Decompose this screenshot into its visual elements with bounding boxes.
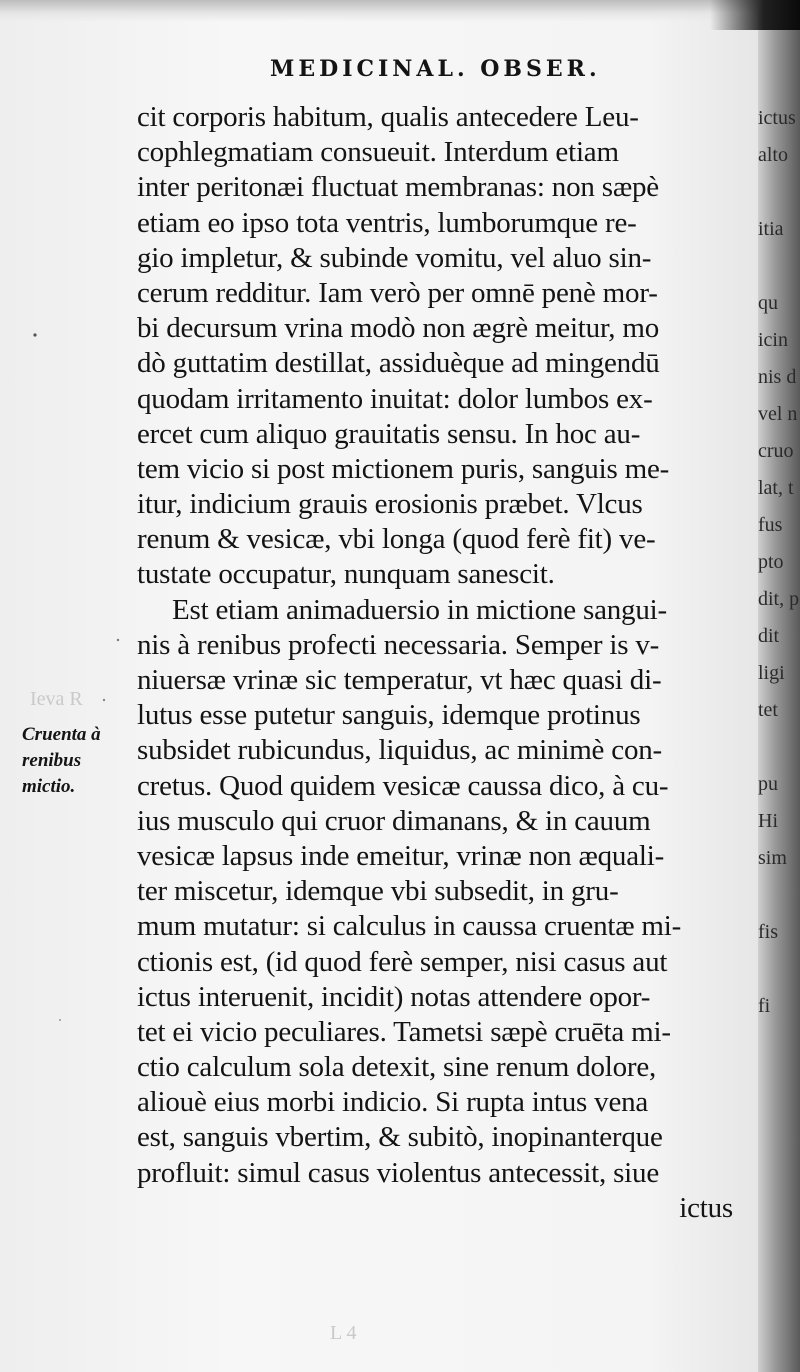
text-line: ter miscetur, idemque vbi subsedit, in gru- bbox=[137, 875, 619, 908]
bleed-through-left: Ieva R bbox=[30, 688, 83, 710]
adjacent-page-fragment: sim bbox=[758, 847, 787, 869]
text-line: inter peritonæi fluctuat membranas: non sæpè bbox=[137, 171, 659, 204]
text-line: ius musculo qui cruor dimanans, & in cauum bbox=[137, 804, 651, 837]
text-line: dò guttatim destillat, assiduèque ad mingendū bbox=[137, 347, 660, 380]
text-line: quodam irritamento inuitat: dolor lumbos ex- bbox=[137, 382, 653, 415]
adjacent-page-fragment: ligi bbox=[758, 662, 785, 684]
text-line: tem vicio si post mictionem puris, sanguis me- bbox=[137, 452, 670, 485]
speck bbox=[33, 333, 36, 336]
text-line: subsidet rubicundus, liquidus, ac minimè con- bbox=[137, 734, 663, 767]
adjacent-page-fragment: fis bbox=[758, 921, 778, 943]
text-line: renum & vesicæ, vbi longa (quod ferè fit) ve- bbox=[137, 523, 656, 556]
text-line: cerum redditur. Iam verò per omnē penè mor- bbox=[137, 276, 658, 309]
adjacent-page-fragment: lat, t bbox=[758, 477, 794, 499]
adjacent-page-fragment: vel n bbox=[758, 403, 798, 425]
running-head: MEDICINAL. OBSER. bbox=[270, 56, 601, 82]
text-line: mum mutatur: si calculus in caussa cruentæ mi- bbox=[137, 910, 682, 943]
adjacent-page-fragment: alto bbox=[758, 144, 788, 166]
text-line: bi decursum vrina modò non ægrè meitur, mo bbox=[137, 312, 660, 345]
bleed-through-bottom: L 4 bbox=[330, 1322, 357, 1344]
adjacent-page-fragment: fus bbox=[758, 514, 783, 536]
text-line: itur, indicium grauis erosionis præbet. Vlcus bbox=[137, 488, 643, 521]
text-line: lutus esse putetur sanguis, idemque protinus bbox=[137, 699, 641, 732]
text-line: ictus interuenit, incidit) notas attendere opor- bbox=[137, 980, 651, 1013]
margin-note-line: renibus bbox=[22, 750, 82, 771]
text-line: etiam eo ipso tota ventris, lumborumque re- bbox=[137, 206, 637, 239]
text-line: ctionis est, (id quod ferè semper, nisi casus aut bbox=[137, 945, 668, 978]
adjacent-page-fragment: ictus bbox=[758, 107, 796, 129]
adjacent-page-fragment: dit, p bbox=[758, 588, 800, 610]
adjacent-page-fragment: icin bbox=[758, 329, 788, 351]
text-line: vesicæ lapsus inde emeitur, vrinæ non æquali- bbox=[137, 839, 665, 872]
adjacent-page-fragment: cruo bbox=[758, 440, 794, 462]
adjacent-page-fragment: tet bbox=[758, 699, 778, 721]
adjacent-page-fragment: Hi bbox=[758, 810, 778, 832]
adjacent-page-fragment: fi bbox=[758, 995, 771, 1017]
text-line: tet ei vicio peculiares. Tametsi sæpè cruēta mi- bbox=[137, 1015, 671, 1048]
text-line: ictus bbox=[679, 1191, 733, 1224]
text-line: cit corporis habitum, qualis antecedere Leu- bbox=[137, 101, 639, 133]
text-line: niuersæ vrinæ sic temperatur, vt hæc quasi di- bbox=[137, 664, 662, 696]
speck bbox=[103, 699, 105, 701]
adjacent-page-fragment: pu bbox=[758, 773, 778, 795]
text-line: cretus. Quod quidem vesicæ caussa dico, à cu- bbox=[137, 769, 669, 802]
adjacent-page-fragment: nis d bbox=[758, 366, 797, 388]
text-line: profluit: simul casus violentus antecessit, siue bbox=[137, 1156, 659, 1189]
adjacent-page-fragment: itia bbox=[758, 218, 784, 240]
text-line: aliouè eius morbi indicio. Si rupta intus vena bbox=[137, 1086, 649, 1119]
text-line: est, sanguis vbertim, & subitò, inopinanterque bbox=[137, 1121, 663, 1154]
text-line: Est etiam animaduersio in mictione sangui- bbox=[172, 593, 667, 626]
speck bbox=[117, 639, 119, 641]
margin-note-line: Cruenta à bbox=[22, 724, 101, 745]
adjacent-page-fragment: pto bbox=[758, 551, 784, 573]
text-line: gio impletur, & subinde vomitu, vel aluo sin- bbox=[137, 241, 652, 274]
speck bbox=[59, 1019, 61, 1021]
text-line: cophlegmatiam consueuit. Interdum etiam bbox=[137, 136, 619, 169]
text-line: ctio calculum sola detexit, sine renum dolore, bbox=[137, 1051, 657, 1084]
margin-note-line: mictio. bbox=[22, 776, 76, 797]
text-line: nis à renibus profecti necessaria. Semper is v- bbox=[137, 628, 660, 661]
adjacent-page-fragment: dit bbox=[758, 625, 780, 647]
text-line: ercet cum aliquo grauitatis sensu. In hoc au- bbox=[137, 417, 641, 450]
text-line: tustate occupatur, nunquam sanescit. bbox=[137, 558, 555, 591]
adjacent-page-fragment: qu bbox=[758, 292, 778, 314]
